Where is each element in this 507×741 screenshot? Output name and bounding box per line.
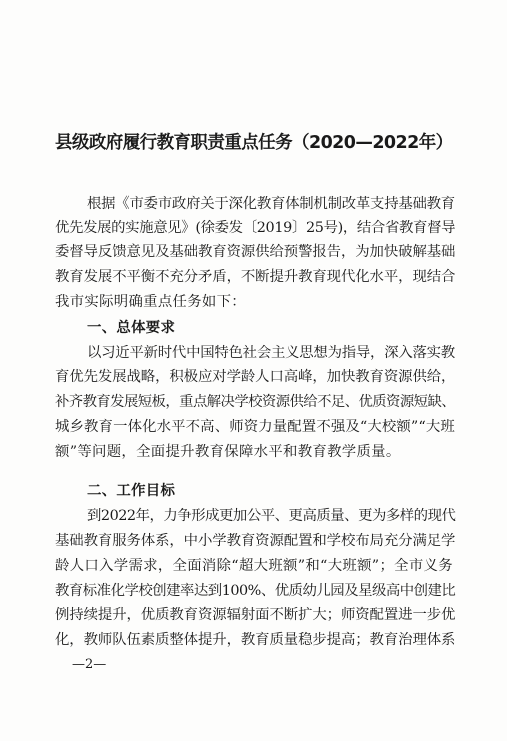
intro-line: 委督导反馈意见及基础教育资源供给预警报告，为加快破解基础 [55,244,456,260]
section-line: 以习近平新时代中国特色社会主义思想为指导，深入落实教 [87,345,455,361]
section-line: 龄人口入学需求，全面消除“超大班额”和“大班额”；全市义务 [55,558,453,574]
document-title: 县级政府履行教育职责重点任务（2020—2022年） [55,133,453,153]
section-line: 到2022年，力争形成更加公平、更高质量、更为多样的现代 [87,508,456,524]
intro-line: 优先发展的实施意见》(徐委发〔2019〕25号)，结合省教育督导 [55,220,456,236]
intro-line: 教育发展不平衡不充分矛盾，不断提升教育现代化水平，现结合 [55,269,456,285]
section-heading: 二、工作目标 [87,483,176,499]
section-heading: 一、总体要求 [87,320,176,336]
section-line: 基础教育服务体系，中小学教育资源配置和学校布局充分满足学 [55,533,456,549]
section-line: 育优先发展战略，积极应对学龄人口高峰，加快教育资源供给， [55,369,456,385]
section-line: 补齐教育发展短板，重点解决学校资源供给不足、优质资源短缺、 [55,394,456,410]
section-line: 化，教师队伍素质整体提升，教育质量稳步提高；教育治理体系 [55,632,456,648]
page-number: —2— [72,657,107,672]
intro-line: 根据《市委市政府关于深化教育体制机制改革支持基础教育 [87,196,455,212]
section-line: 城乡教育一体化水平不高、师资力量配置不强及“大校额”“大班 [55,419,455,435]
section-line: 教育标准化学校创建率达到100%、优质幼儿园及星级高中创建比 [55,583,456,599]
section-line: 例持续提升，优质教育资源辐射面不断扩大；师资配置进一步优 [55,607,456,623]
intro-line: 我市实际明确重点任务如下： [55,294,246,310]
section-line: 额”等问题，全面提升教育保障水平和教育教学质量。 [55,444,401,460]
